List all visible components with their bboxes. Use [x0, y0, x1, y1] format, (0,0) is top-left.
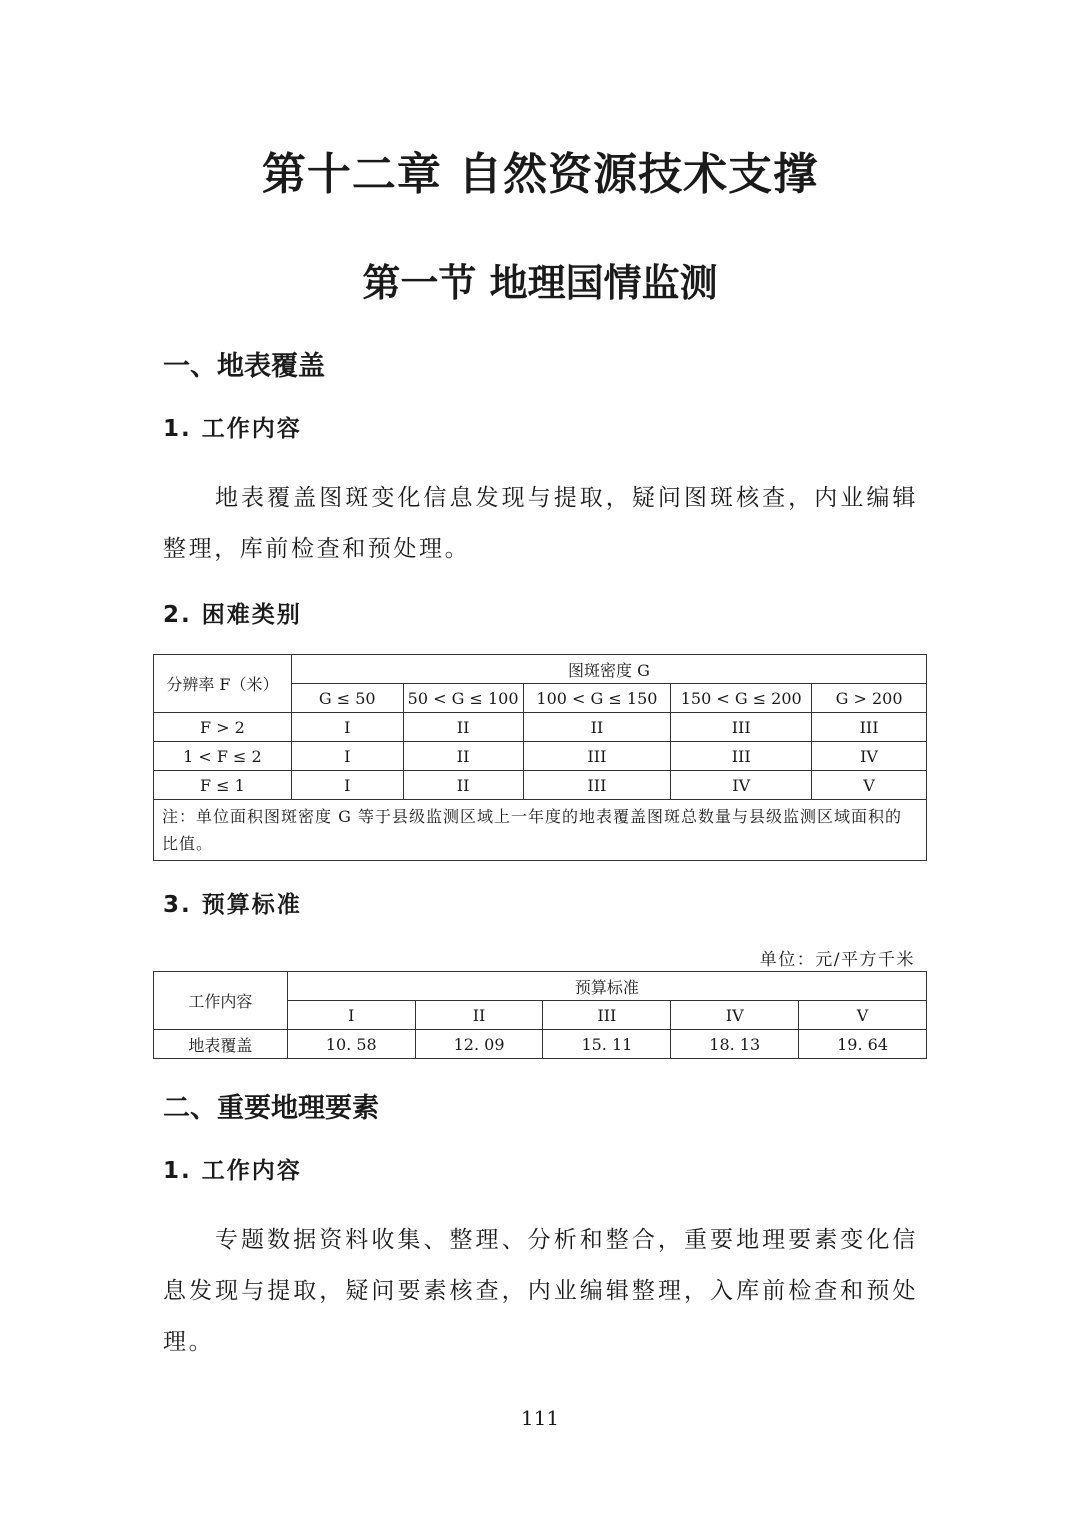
part2-work-heading: 1. 工作内容 — [163, 1158, 302, 1184]
table-cell: III — [523, 742, 671, 771]
section-title: 第一节 地理国情监测 — [362, 261, 718, 305]
column-header: I — [287, 1001, 415, 1030]
table-cell: III — [523, 771, 671, 800]
part1-work-text: 地表覆盖图斑变化信息发现与提取，疑问图斑核查，内业编辑整理，库前检查和预处理。 — [163, 485, 918, 562]
table-cell: III — [671, 713, 812, 742]
table-cell: III — [671, 742, 812, 771]
table-cell: 19. 64 — [799, 1030, 927, 1059]
table-cell: II — [403, 713, 523, 742]
page-number: 111 — [520, 1406, 560, 1430]
table-cell: III — [812, 713, 927, 742]
table-cell: V — [812, 771, 927, 800]
table-note: 注：单位面积图斑密度 G 等于县级监测区域上一年度的地表覆盖图斑总数量与县级监测区域面积的比值。 — [154, 800, 927, 861]
table-cell: 10. 58 — [287, 1030, 415, 1059]
column-header: 100 < G ≤ 150 — [523, 684, 671, 713]
table-cell: I — [291, 713, 403, 742]
part1-budget-heading: 3. 预算标准 — [163, 892, 302, 918]
table-row — [154, 771, 927, 800]
part1-work-heading: 1. 工作内容 — [163, 416, 302, 442]
budget-unit-note: 单位：元/平方千米 — [759, 950, 915, 970]
table-cell: I — [291, 742, 403, 771]
column-header: G ≤ 50 — [291, 684, 403, 713]
column-header: IV — [671, 1001, 799, 1030]
table-cell: II — [403, 742, 523, 771]
table-cell: IV — [812, 742, 927, 771]
chapter-title: 第十二章 自然资源技术支撑 — [261, 149, 819, 200]
budget-group-header: 预算标准 — [287, 972, 926, 1001]
row-label: 1 < F ≤ 2 — [154, 742, 292, 771]
table-cell: IV — [671, 771, 812, 800]
row-label: F ≤ 1 — [154, 771, 292, 800]
budget-row-header: 工作内容 — [154, 972, 288, 1030]
table-cell: II — [523, 713, 671, 742]
table-cell: I — [291, 771, 403, 800]
difficulty-group-header: 图斑密度 G — [291, 655, 926, 684]
table-cell: II — [403, 771, 523, 800]
part2-heading: 二、重要地理要素 — [163, 1093, 379, 1124]
budget-table — [153, 971, 927, 1059]
part1-difficulty-heading: 2. 困难类别 — [163, 602, 302, 628]
column-header: II — [415, 1001, 543, 1030]
column-header: 150 < G ≤ 200 — [671, 684, 812, 713]
column-header: 50 < G ≤ 100 — [403, 684, 523, 713]
table-cell: 12. 09 — [415, 1030, 543, 1059]
table-row — [154, 1030, 927, 1059]
table-cell: 18. 13 — [671, 1030, 799, 1059]
part2-work-text: 专题数据资料收集、整理、分析和整合，重要地理要素变化信息发现与提取，疑问要素核查，内业编辑整理，入库前检查和预处理。 — [163, 1227, 918, 1355]
table-row — [154, 742, 927, 771]
difficulty-row-header: 分辨率 F（米） — [154, 655, 292, 713]
column-header: G > 200 — [812, 684, 927, 713]
row-label: F > 2 — [154, 713, 292, 742]
column-header: V — [799, 1001, 927, 1030]
row-label: 地表覆盖 — [154, 1030, 288, 1059]
table-row — [154, 713, 927, 742]
table-cell: 15. 11 — [543, 1030, 671, 1059]
part1-heading: 一、地表覆盖 — [163, 351, 325, 382]
column-header: III — [543, 1001, 671, 1030]
difficulty-table — [153, 654, 927, 861]
